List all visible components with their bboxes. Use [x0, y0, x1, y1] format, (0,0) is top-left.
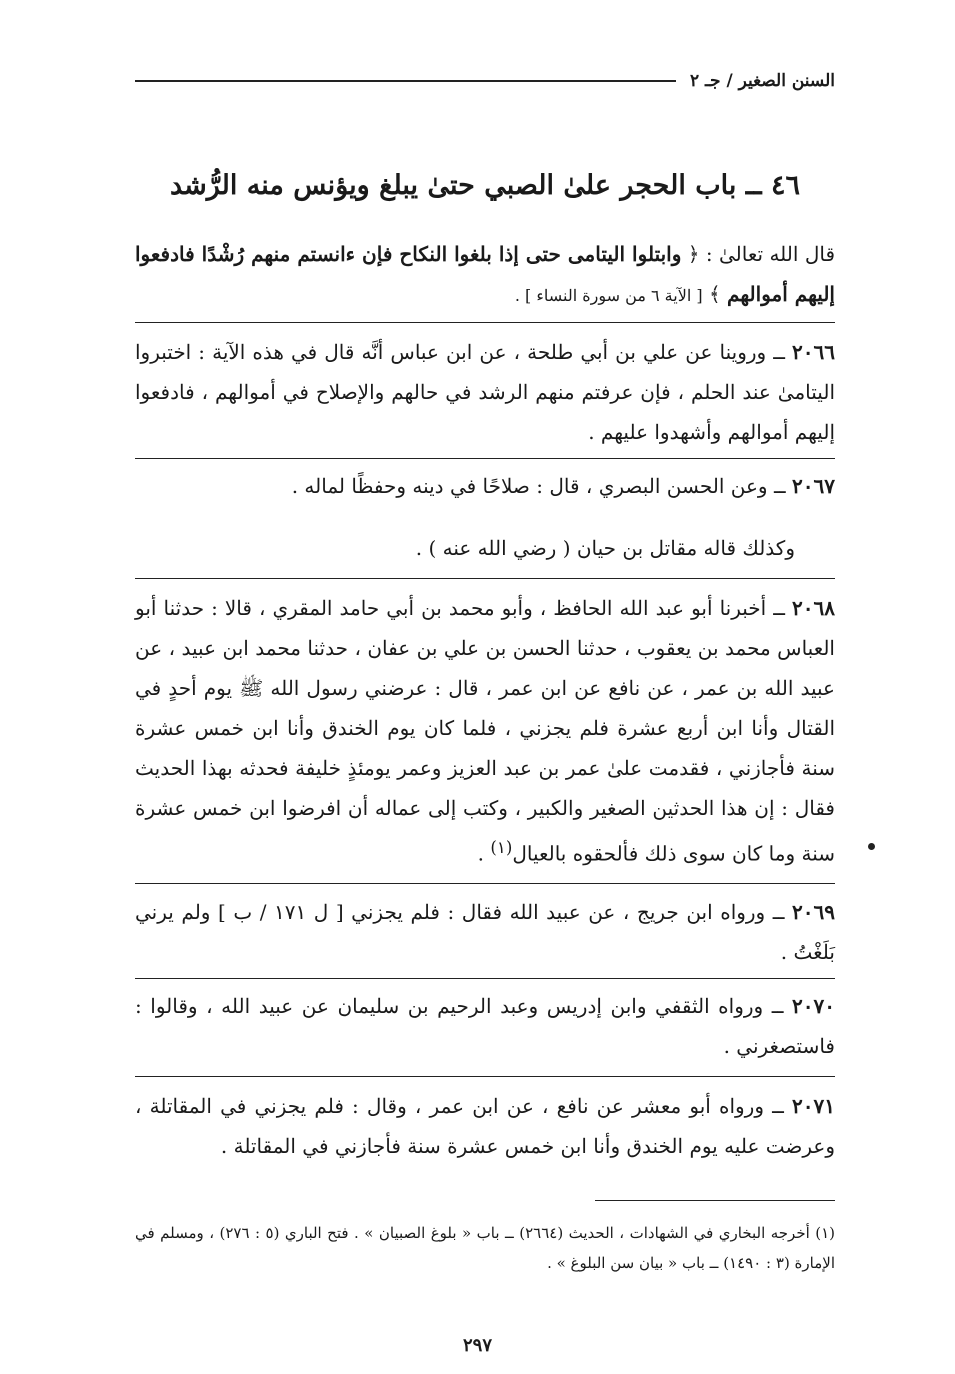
section-divider: [135, 978, 835, 979]
quran-verse: وابتلوا اليتامى حتى إذا بلغوا النكاح فإن ءانستم منهم رُشْدًا فادفعوا إليهم أموالهم: [135, 242, 835, 306]
hadith-text: ــ ورواه أبو معشر عن نافع ، عن ابن عمر ، وقال : فلم يجزني في المقاتلة ، وعرضت عليه يوم الخندق وأنا ابن خمس عشرة سنة فأجازني في المقاتلة .: [135, 1094, 835, 1158]
hadith-2067: [135, 466, 835, 506]
hadith-2069: [135, 892, 835, 972]
verse-reference: [ الآية ٦ من سورة النساء ] .: [514, 286, 703, 305]
chapter-title: ٤٦ ــ باب الحجر علىٰ الصبي حتىٰ يبلغ ويؤنس منه الرُّشد: [169, 170, 801, 201]
hadith-2068: [135, 588, 835, 874]
hadith-number: ٢٠٧٠: [792, 994, 835, 1018]
hadith-number: ٢٠٦٨: [792, 596, 835, 620]
hadith-text: ــ ورواه الثقفي وابن إدريس وعبد الرحيم بن سليمان عن عبيد الله ، وقالوا : فاستصغرني .: [135, 994, 835, 1058]
hadith-continuation: وكذلك قاله مقاتل بن حيان ( رضي الله عنه ) .: [415, 536, 795, 560]
hadith-end: .: [477, 841, 491, 866]
hadith-2071: [135, 1086, 835, 1166]
hadith-2070: [135, 986, 835, 1066]
hadith-text: ــ أخبرنا أبو عبد الله الحافظ ، وأبو محمد بن أبي حامد المقري ، قالا : حدثنا أبو العباس محمد بن يعقوب ، حدثنا الحسن بن علي بن عفان ، حدثنا محمد ابن عبيد ، عن عبيد الله بن عمر ، عن نافع عن ابن عمر ، قال : عرضني رسول الله ﷺ يوم أحدٍ في القتال وأنا ابن أربع عشرة فلم يجزني ، فلما كان يوم الخندق وأنا ابن خمس عشرة سنة فأجازني ، فقدمت علىٰ عمر بن عبد العزيز وعمر يومئذٍ خليفة فحدثه بهذا الحديث فقال : إن هذا الحدثين الصغير والكبير ، وكتب إلى عماله أن افرضوا ابن خمس عشرة سنة وما كان سوى ذلك فألحقوه بالعيال: [135, 596, 835, 866]
hadith-text: ــ وعن الحسن البصري ، قال : صلاحًا في دينه وحفظًا لماله .: [291, 474, 786, 498]
intro-paragraph: [135, 234, 835, 316]
margin-dot: [868, 843, 875, 850]
hadith-2067-note: [135, 528, 835, 568]
footnote-mark[interactable]: (١): [490, 838, 513, 857]
header-rule: [135, 80, 676, 82]
hadith-number: ٢٠٦٩: [792, 900, 835, 924]
footnote-rule: [595, 1200, 835, 1201]
section-divider: [135, 322, 835, 323]
section-divider: [135, 1076, 835, 1077]
hadith-2066: [135, 332, 835, 452]
section-divider: [135, 578, 835, 579]
page-header: [135, 66, 835, 96]
page-number: ٢٩٧: [462, 1335, 492, 1356]
section-divider: [135, 458, 835, 459]
section-divider: [135, 883, 835, 884]
hadith-number: ٢٠٦٦: [792, 340, 835, 364]
running-head: السنن الصغير / جـ ٢: [689, 71, 835, 91]
hadith-text: ــ وروينا عن علي بن أبي طلحة ، عن ابن عباس أنَّه قال في هذه الآية : اختبروا اليتامىٰ عند الحلم ، فإن عرفتم منهم الرشد في حالهم والإصلاح في أموالهم ، فادفعوا إليهم أموالهم وأشهدوا عليهم .: [135, 340, 835, 444]
hadith-number: ٢٠٧١: [792, 1094, 835, 1118]
footnote: (١) أخرجه البخاري في الشهادات ، الحديث (٢٦٦٤) ــ باب « بلوغ الصبيان » . فتح الباري (٥ : ٢٧٦) ، ومسلم في الإمارة (٣ : ١٤٩٠) ــ باب « بيان سن البلوغ » .: [135, 1224, 835, 1272]
intro-lead: قال الله تعالىٰ : ﴿: [687, 242, 836, 266]
hadith-number: ٢٠٦٧: [792, 474, 835, 498]
verse-close: ﴾: [708, 282, 721, 306]
hadith-text: ــ ورواه ابن جريج ، عن عبيد الله فقال : فلم يجزني [ ل ١٧١ / ب ] ولم يرني بَلَغْتُ .: [135, 900, 835, 964]
